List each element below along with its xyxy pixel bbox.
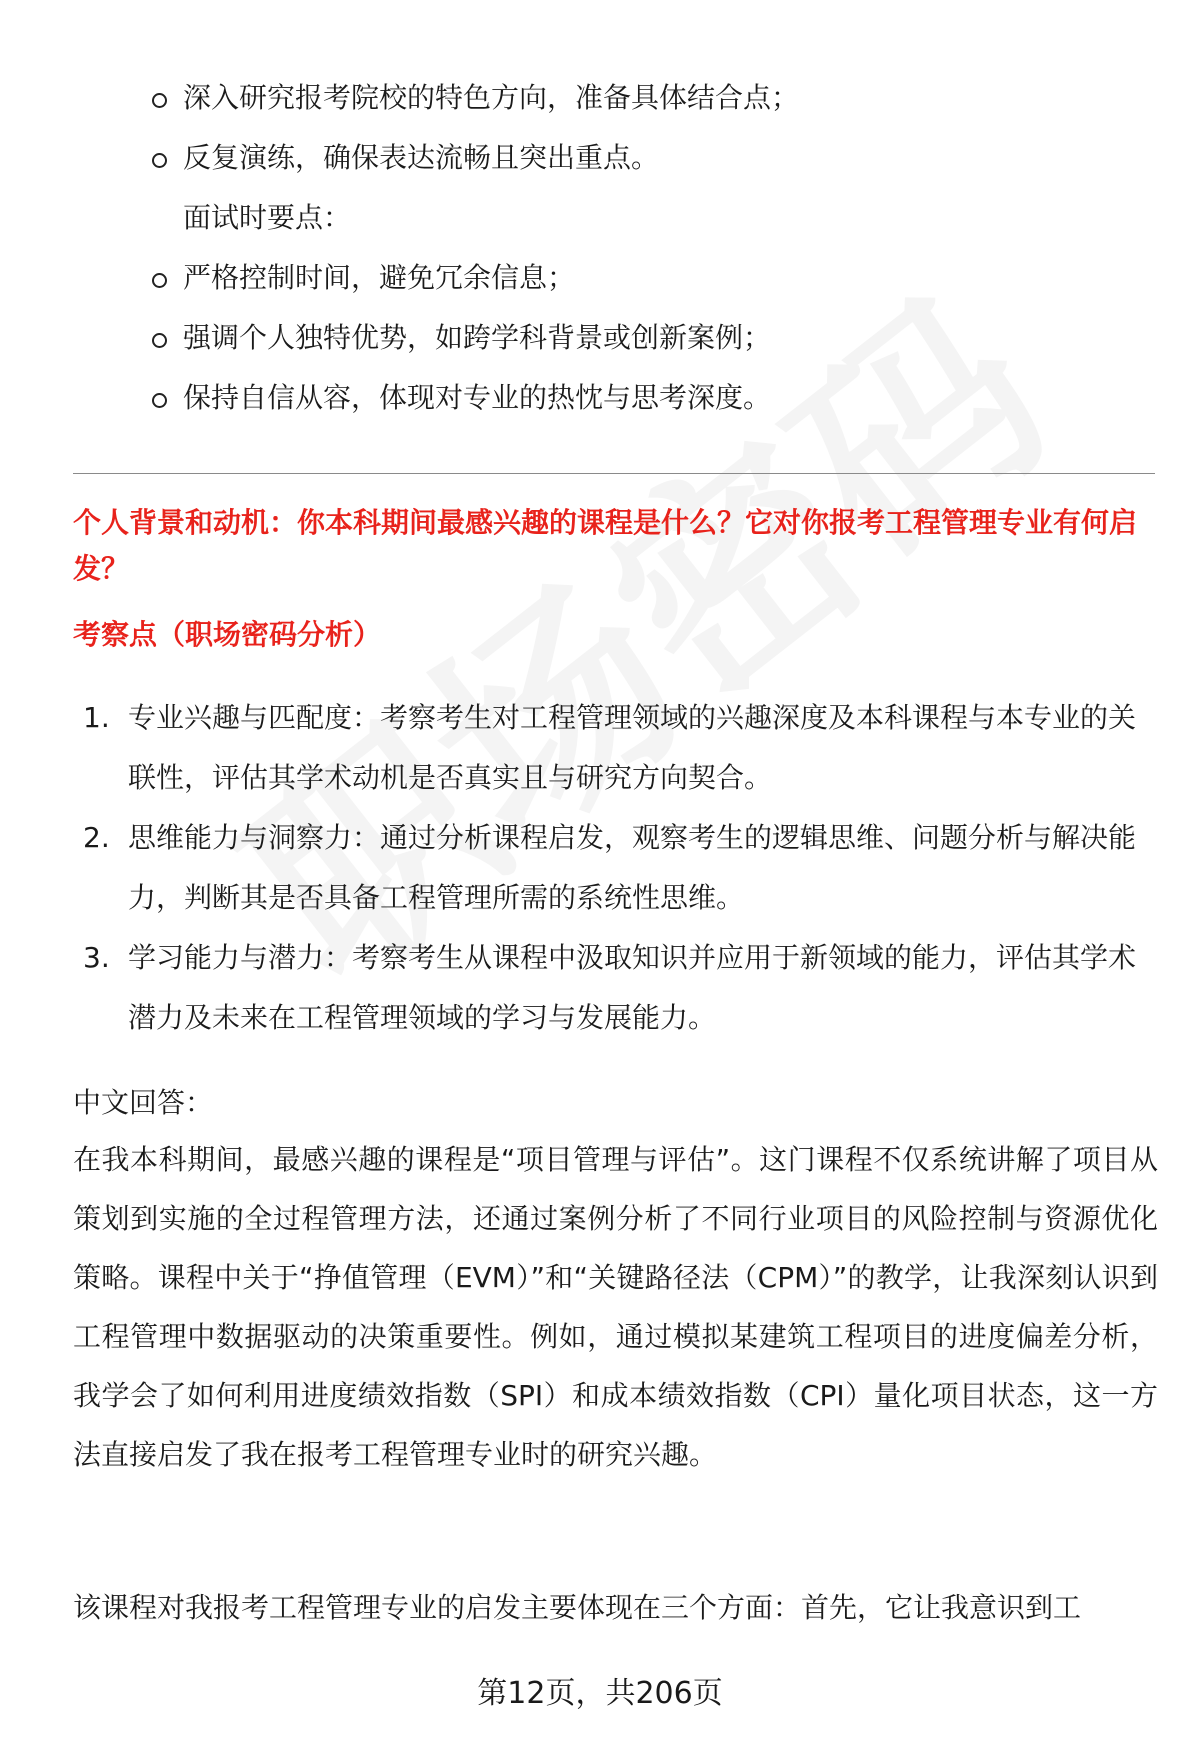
divider: [73, 473, 1155, 474]
list-item: 反复演练，确保表达流畅且突出重点。: [145, 128, 799, 188]
circle-bullet-icon: [152, 333, 167, 348]
list-item: 保持自信从容，体现对专业的热忱与思考深度。: [145, 368, 799, 428]
page-number: 第12页，共206页: [477, 1676, 723, 1711]
circle-bullet-icon: [152, 393, 167, 408]
list-item: 严格控制时间，避免冗余信息；: [145, 248, 799, 308]
answer-label: 中文回答：: [73, 1086, 214, 1119]
list-item: 深入研究报考院校的特色方向，准备具体结合点；: [145, 68, 799, 128]
tips-list: [145, 68, 799, 428]
circle-bullet-icon: [152, 93, 167, 108]
section-title: 考察点（职场密码分析）: [73, 618, 382, 651]
list-item: 3. 学习能力与潜力：考察考生从课程中汲取知识并应用于新领域的能力，评估其学术潜力及未来在工程管理领域的学习与发展能力。: [83, 941, 1137, 1034]
list-item: 2. 思维能力与洞察力：通过分析课程启发，观察考生的逻辑思维、问题分析与解决能力，判断其是否具备工程管理所需的系统性思维。: [83, 821, 1137, 914]
assessment-points: [80, 688, 1160, 1048]
answer-paragraph: 在我本科期间，最感兴趣的课程是“项目管理与评估”。这门课程不仅系统讲解了项目从策划到实施的全过程管理方法，还通过案例分析了不同行业项目的风险控制与资源优化策略。课程中关于“挣值管理（EVM）”和“关键路径法（CPM）”的教学，让我深刻认识到工程管理中数据驱动的决策重要性。例如，通过模拟某建筑工程项目的进度偏差分析，我学会了如何利用进度绩效指数（SPI）和成本绩效指数（CPI）量化项目状态，这一方法直接启发了我在报考工程管理专业时的研究兴趣。: [73, 1143, 1158, 1471]
question-heading: 个人背景和动机：你本科期间最感兴趣的课程是什么？它对你报考工程管理专业有何启发？: [73, 506, 1138, 585]
answer-paragraph: 该课程对我报考工程管理专业的启发主要体现在三个方面：首先，它让我意识到工: [73, 1591, 1082, 1624]
list-item: 1. 专业兴趣与匹配度：考察考生对工程管理领域的兴趣深度及本科课程与本专业的关联性，评估其学术动机是否真实且与研究方向契合。: [83, 701, 1137, 794]
circle-bullet-icon: [152, 273, 167, 288]
interview-heading: 面试时要点：: [183, 201, 352, 234]
circle-bullet-icon: [152, 153, 167, 168]
list-item: 强调个人独特优势，如跨学科背景或创新案例；: [145, 308, 799, 368]
